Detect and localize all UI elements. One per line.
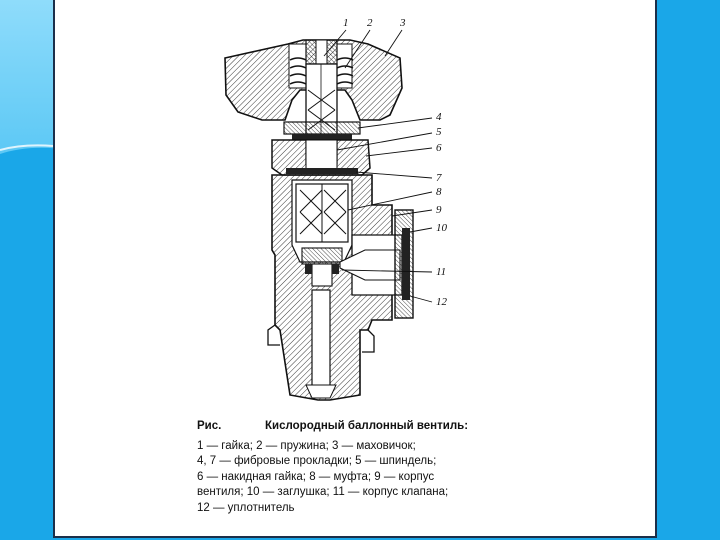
legend-line: вентиля; 10 — заглушка; 11 — корпус клапана; <box>197 486 449 499</box>
legend-line: 6 — накидная гайка; 8 — муфта; 9 — корпус <box>197 470 435 483</box>
callout-6: 6 <box>436 142 442 154</box>
caption-title: Кислородный баллонный вентиль: <box>265 420 469 432</box>
callout-2: 2 <box>367 17 373 29</box>
callout-10: 10 <box>436 222 447 234</box>
callout-11: 11 <box>436 266 447 278</box>
callout-3: 3 <box>400 17 406 29</box>
caption-heading <box>197 419 497 435</box>
callout-8: 8 <box>436 186 442 198</box>
legend-line: 4, 7 — фибровые прокладки; 5 — шпиндель; <box>197 455 437 468</box>
legend-line: 1 — гайка; 2 — пружина; 3 — маховичок; <box>197 439 416 452</box>
figure-caption <box>197 419 497 517</box>
nut <box>306 40 337 64</box>
callout-5: 5 <box>436 126 442 138</box>
callout-9: 9 <box>436 204 442 216</box>
callout-1: 1 <box>343 17 349 29</box>
caption-label: Рис. <box>197 420 222 432</box>
callout-12: 12 <box>436 296 447 308</box>
callout-7: 7 <box>436 172 442 184</box>
gasket-upper <box>284 122 360 140</box>
union-nut <box>272 140 370 175</box>
coupling <box>296 184 348 242</box>
legend-line: 12 — уплотнитель <box>197 501 295 514</box>
callout-4: 4 <box>436 111 442 123</box>
